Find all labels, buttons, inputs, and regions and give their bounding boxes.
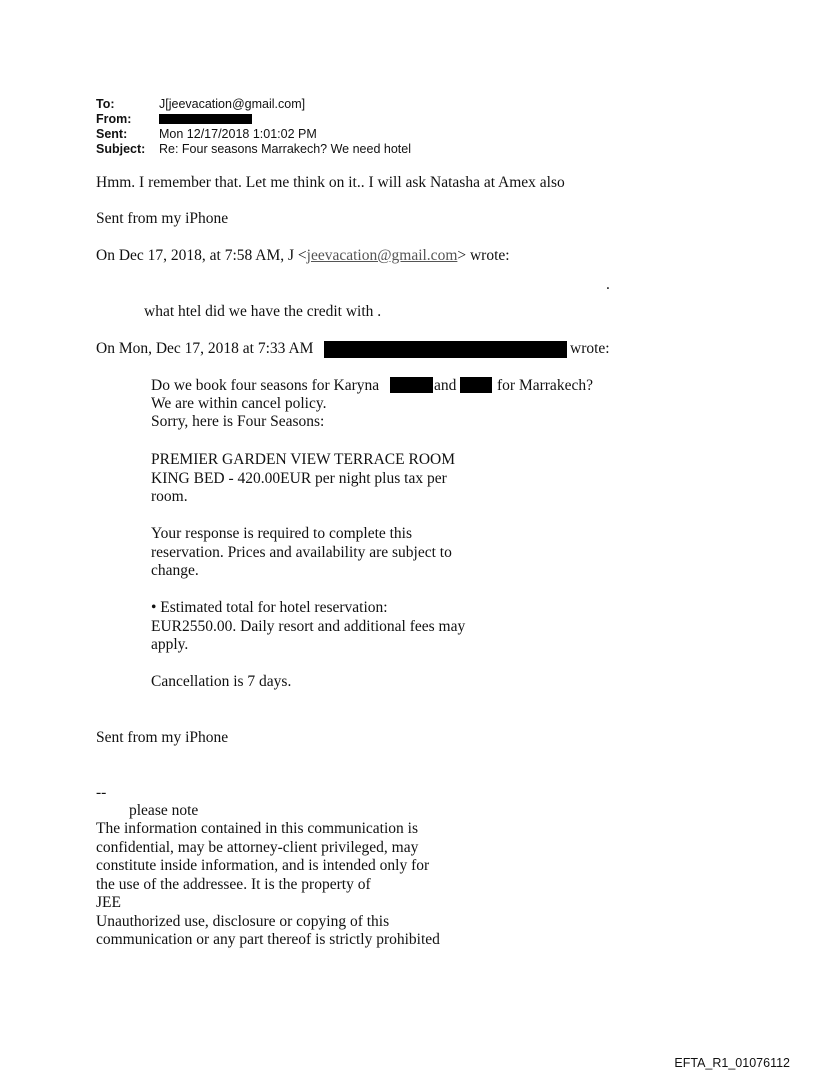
- quote2-prefix: On Mon, Dec 17, 2018 at 7:33 AM: [96, 340, 314, 357]
- signature-dash: --: [96, 784, 107, 801]
- q2-line1-c: for Marrakech?: [497, 377, 593, 394]
- redaction-from: [159, 114, 252, 124]
- quote2-suffix: wrote:: [570, 340, 610, 357]
- header-to-label: To:: [96, 97, 115, 111]
- estimate-line: EUR2550.00. Daily resort and additional fees may: [151, 617, 466, 635]
- response-line: Your response is required to complete this: [151, 525, 413, 542]
- redaction-name-2: [460, 377, 492, 393]
- header-sent-value: Mon 12/17/2018 1:01:02 PM: [159, 127, 317, 141]
- room-line: PREMIER GARDEN VIEW TERRACE ROOM: [151, 451, 455, 468]
- disclaimer-line: The information contained in this communication is: [96, 820, 418, 837]
- disclaimer: [96, 820, 440, 950]
- header-from-label: From:: [96, 112, 132, 126]
- sent-from-iphone-1: Sent from my iPhone: [96, 210, 229, 227]
- header-sent-label: Sent:: [96, 127, 128, 141]
- q2-line1-b: and: [434, 377, 457, 394]
- estimate-line: • Estimated total for hotel reservation:: [151, 599, 388, 616]
- document-id: EFTA_R1_01076112: [674, 1056, 790, 1070]
- disclaimer-line: Unauthorized use, disclosure or copying of this: [96, 912, 390, 930]
- stray-dot: .: [606, 276, 610, 293]
- redaction-name-1: [390, 377, 433, 393]
- estimate-block: [151, 599, 465, 655]
- quote1-header: [96, 247, 510, 266]
- quote1-email-link[interactable]: jeevacation@gmail.com: [306, 247, 458, 264]
- disclaimer-line: constitute inside information, and is intended only for: [96, 857, 430, 874]
- quote1-text: what htel did we have the credit with .: [144, 303, 382, 320]
- room-details: [151, 451, 455, 507]
- disclaimer-line: communication or any part thereof is strictly prohibited: [96, 931, 440, 948]
- disclaimer-line: the use of the addressee. It is the property of: [96, 875, 371, 893]
- disclaimer-line: confidential, may be attorney-client privileged, may: [96, 838, 419, 856]
- q2-line2: We are within cancel policy.: [151, 395, 327, 412]
- q2-line1-a: Do we book four seasons for Karyna: [151, 377, 380, 394]
- room-line: KING BED - 420.00EUR per night plus tax per: [151, 469, 447, 487]
- redaction-quote2-sender: [324, 341, 567, 358]
- header-subject-label: Subject:: [96, 142, 146, 156]
- quote1-suffix: > wrote:: [457, 247, 510, 264]
- body-line1: Hmm. I remember that. Let me think on it.. I will ask Natasha at Amex also: [96, 174, 565, 191]
- room-line: room.: [151, 488, 188, 505]
- header-to-value: J[jeevacation@gmail.com]: [159, 97, 306, 111]
- response-line: reservation. Prices and availability are subject to: [151, 543, 452, 561]
- header-subject-value: Re: Four seasons Marrakech? We need hotel: [159, 142, 411, 156]
- quote1-prefix: On Dec 17, 2018, at 7:58 AM, J <: [96, 247, 307, 264]
- cancellation-note: Cancellation is 7 days.: [151, 673, 292, 690]
- sent-from-iphone-2: Sent from my iPhone: [96, 729, 229, 746]
- estimate-line: apply.: [151, 636, 189, 653]
- response-line: change.: [151, 562, 199, 579]
- disclaimer-line: JEE: [96, 894, 121, 911]
- signature-note: please note: [129, 802, 199, 819]
- q2-line3: Sorry, here is Four Seasons:: [151, 413, 325, 430]
- response-required: [151, 525, 452, 581]
